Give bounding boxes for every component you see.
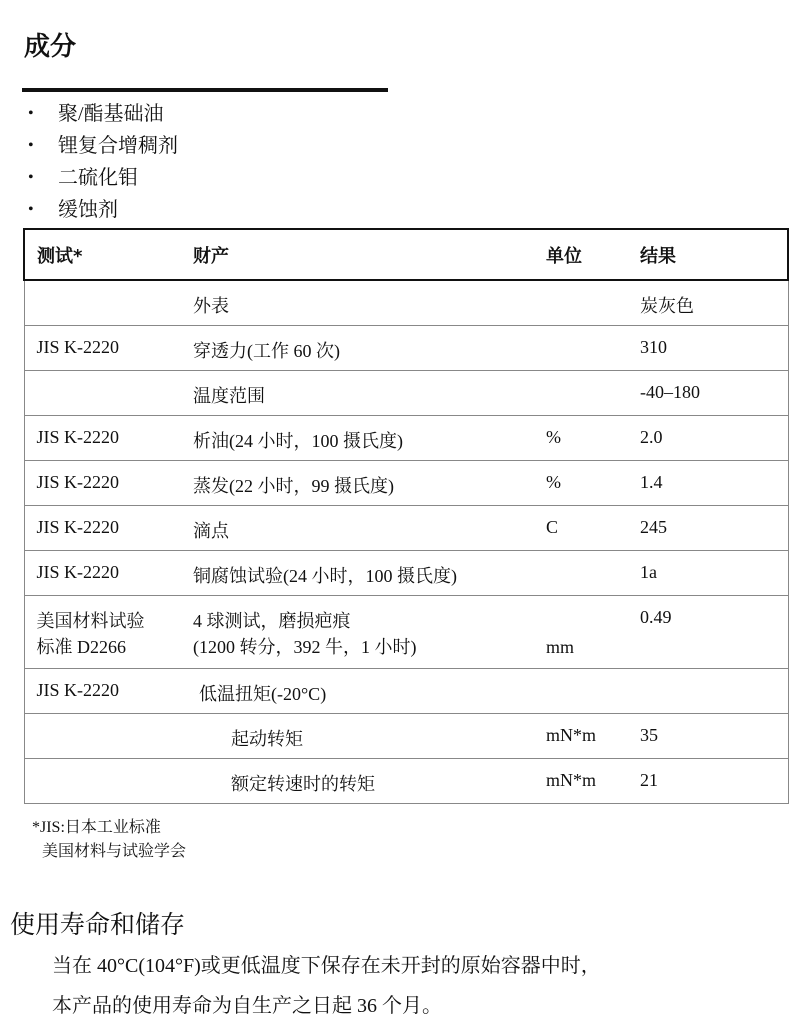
table-row (24, 415, 788, 460)
header-test: 测试* (24, 229, 193, 280)
cell-unit: mN*m (546, 713, 640, 758)
cell-test: JIS K-2220 (24, 668, 193, 713)
cell-property: 外表 (193, 280, 546, 325)
table-row (24, 668, 788, 713)
table-row (24, 595, 788, 668)
list-item-text: 聚/酯基础油 (58, 103, 164, 125)
cell-result: 0.49 (640, 595, 788, 668)
cell-property (193, 713, 546, 758)
cell-test: JIS K-2220 (24, 415, 193, 460)
cell-unit: mN*m (546, 758, 640, 803)
composition-list (22, 98, 178, 226)
bullet-icon: • (28, 201, 34, 218)
storage-line: 本产品的使用寿命为自生产之日起 36 个月。 (52, 995, 442, 1017)
table-row (24, 325, 788, 370)
cell-unit (546, 370, 640, 415)
cell-property: 铜腐蚀试验(24 小时，100 摄氏度) (193, 550, 546, 595)
list-item-text: 缓蚀剂 (58, 199, 118, 221)
cell-test (24, 280, 193, 325)
table-row (24, 758, 788, 803)
table-row (24, 713, 788, 758)
properties-table (23, 228, 789, 804)
cell-result: 35 (640, 713, 788, 758)
cell-test-line: 标准 D2266 (36, 636, 126, 657)
bullet-icon: • (28, 137, 34, 154)
cell-test (24, 595, 193, 668)
table-row (24, 370, 788, 415)
list-item-text: 锂复合增稠剂 (58, 135, 178, 157)
cell-result: 21 (640, 758, 788, 803)
table-row (24, 550, 788, 595)
cell-property-line: (1200 转分，392 牛，1 小时) (193, 636, 417, 657)
list-item (22, 130, 178, 162)
cell-result: 2.0 (640, 415, 788, 460)
cell-test: JIS K-2220 (24, 325, 193, 370)
cell-test: JIS K-2220 (24, 550, 193, 595)
cell-test (24, 758, 193, 803)
bullet-icon: • (28, 169, 34, 186)
storage-paragraph (52, 946, 601, 1026)
bullet-icon: • (28, 105, 34, 122)
table-row (24, 460, 788, 505)
header-result: 结果 (640, 229, 788, 280)
list-item-text: 二硫化钼 (58, 167, 138, 189)
cell-property: 温度范围 (193, 370, 546, 415)
table-row (24, 505, 788, 550)
cell-property-text: 低温扭矩(-20°C) (199, 683, 327, 704)
cell-result (640, 668, 788, 713)
cell-result: -40–180 (640, 370, 788, 415)
section-title-composition: 成分 (24, 32, 77, 62)
cell-property: 析油(24 小时，100 摄氏度) (193, 415, 546, 460)
cell-test-line: 美国材料试验 (36, 610, 145, 631)
header-property: 财产 (193, 229, 546, 280)
header-unit: 单位 (546, 229, 640, 280)
cell-property-text: 额定转速时的转矩 (231, 773, 375, 794)
cell-unit (546, 325, 640, 370)
cell-property: 滴点 (193, 505, 546, 550)
title-underline (22, 88, 388, 92)
storage-line: 当在 40°C(104°F)或更低温度下保存在未开封的原始容器中时， (52, 955, 601, 977)
footnote-astm: 美国材料与试验学会 (42, 843, 187, 860)
list-item (22, 98, 178, 130)
cell-property: 蒸发(22 小时，99 摄氏度) (193, 460, 546, 505)
cell-unit: % (546, 460, 640, 505)
cell-unit-text: mm (546, 636, 575, 657)
cell-property-text: 起动转矩 (231, 728, 303, 749)
cell-test: JIS K-2220 (24, 505, 193, 550)
cell-property (193, 595, 546, 668)
cell-unit: C (546, 505, 640, 550)
cell-test (24, 713, 193, 758)
cell-unit (546, 595, 640, 668)
cell-result: 1a (640, 550, 788, 595)
list-item (22, 194, 178, 226)
cell-property (193, 668, 546, 713)
cell-result: 245 (640, 505, 788, 550)
cell-property: 穿透力(工作 60 次) (193, 325, 546, 370)
footnote-jis: *JIS:日本工业标准 (32, 819, 161, 836)
cell-result: 1.4 (640, 460, 788, 505)
table-row (24, 280, 788, 325)
cell-test: JIS K-2220 (24, 460, 193, 505)
cell-result: 310 (640, 325, 788, 370)
cell-test (24, 370, 193, 415)
cell-unit (546, 668, 640, 713)
list-item (22, 162, 178, 194)
section-title-storage: 使用寿命和储存 (10, 910, 186, 939)
cell-unit (546, 550, 640, 595)
cell-property-line: 4 球测试，磨损疤痕 (193, 610, 351, 631)
table-header-row (24, 229, 788, 280)
cell-property (193, 758, 546, 803)
cell-unit: % (546, 415, 640, 460)
table-footnotes (32, 816, 186, 864)
cell-unit (546, 280, 640, 325)
cell-result: 炭灰色 (640, 280, 788, 325)
